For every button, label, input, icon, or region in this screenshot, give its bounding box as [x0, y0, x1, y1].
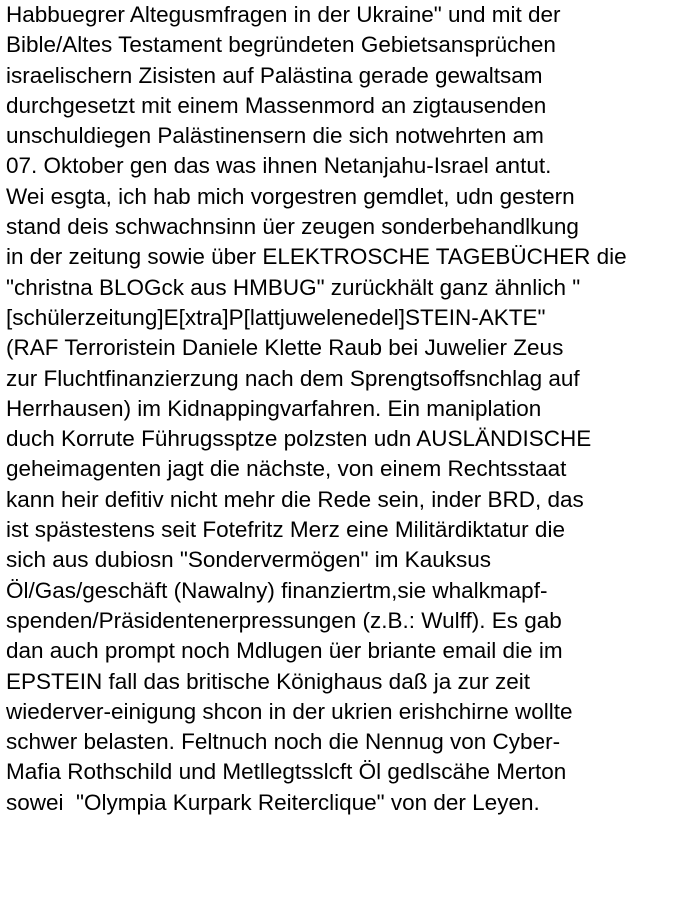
text-line: geheimagenten jagt die nächste, von einem Rechtsstaat	[6, 456, 567, 482]
text-line: 07. Oktober gen das was ihnen Netanjahu-Israel antut.	[6, 153, 552, 179]
text-line: wiederver-einigung shcon in der ukrien erishchirne wollte	[6, 698, 573, 724]
text-line: Öl/Gas/geschäft (Nawalny) finanziertm,sie whalkmapf-	[6, 577, 548, 603]
text-line: "christna BLOGck aus HMBUG" zurückhält ganz ähnlich "	[6, 274, 581, 300]
text-line: sich aus dubiosn "Sondervermögen" im Kauksus	[6, 547, 491, 573]
text-line: Wei esgta, ich hab mich vorgestren gemdlet, udn gestern	[6, 183, 575, 209]
text-line: zur Fluchtfinanzierzung nach dem Sprengtsoffsnchlag auf	[6, 365, 580, 391]
text-line: dan auch prompt noch Mdlugen üer briante email die im	[6, 638, 563, 664]
text-line: schwer belasten. Feltnuch noch die Nennug von Cyber-	[6, 729, 561, 755]
text-line: unschuldiegen Palästinensern die sich notwehrten am	[6, 123, 544, 149]
text-line: stand deis schwachnsinn üer zeugen sonderbehandlkung	[6, 214, 579, 240]
text-line: Habbuegrer Altegusmfragen in der Ukraine" und mit der	[6, 2, 561, 27]
text-line: spenden/Präsidentenerpressungen (z.B.: Wulff). Es gab	[6, 607, 562, 633]
text-line: [schülerzeitung]E[xtra]P[lattjuwelenedel]STEIN-AKTE"	[6, 304, 546, 330]
text-line: Mafia Rothschild und Metllegtsslcft Öl gedlscähe Merton	[6, 759, 567, 785]
text-line: sowei "Olympia Kurpark Reiterclique" von der Leyen.	[6, 789, 540, 815]
text-line: (RAF Terroristein Daniele Klette Raub bei Juwelier Zeus	[6, 335, 564, 361]
text-line: Herrhausen) im Kidnappingvarfahren. Ein maniplation	[6, 395, 542, 421]
text-line: EPSTEIN fall das britische Könighaus daß ja zur zeit	[6, 668, 530, 694]
text-line: Bible/Altes Testament begründeten Gebietsansprüchen	[6, 32, 556, 58]
text-line: durchgesetzt mit einem Massenmord an zigtausenden	[6, 92, 547, 118]
text-line: kann heir defitiv nicht mehr die Rede sein, inder BRD, das	[6, 486, 584, 512]
text-line: ist spästestens seit Fotefritz Merz eine Militärdiktatur die	[6, 517, 565, 543]
text-line: in der zeitung sowie über ELEKTROSCHE TAGEBÜCHER die	[6, 244, 627, 270]
text-line: israelischern Zisisten auf Palästina gerade gewaltsam	[6, 62, 543, 88]
text-line: duch Korrute Führugssptze polzsten udn AUSLÄNDISCHE	[6, 426, 592, 452]
